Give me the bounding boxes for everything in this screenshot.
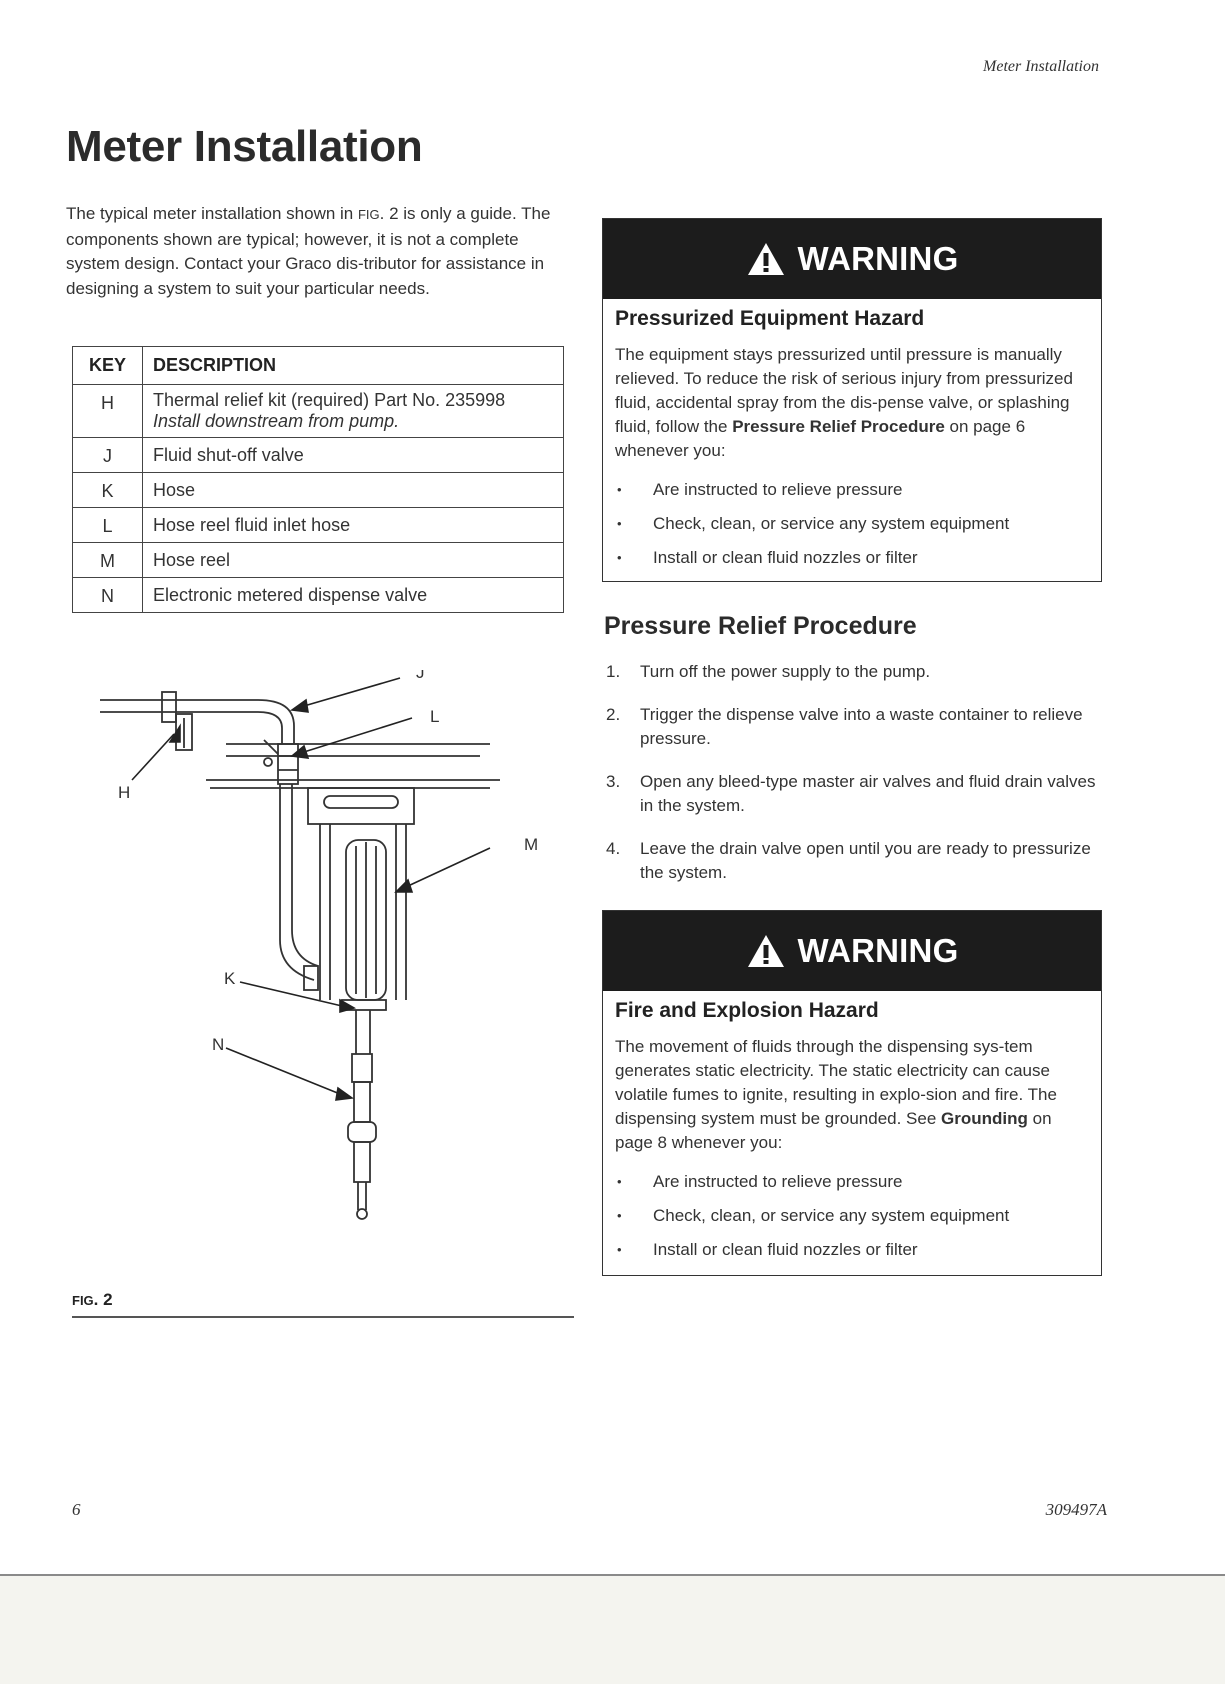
bullet-glyph: • [617,1242,622,1257]
document-number: 309497A [1045,1500,1107,1519]
leader-h [132,734,174,780]
table-cell-description: Hose reel [143,543,564,578]
dispense-valve-handle [348,1122,376,1142]
intro-fig-ref: FIG [357,207,380,222]
bullet-glyph: • [617,482,622,497]
warning-header [603,219,1101,299]
callout-label-n: N [212,1035,225,1054]
elbow-outer [258,700,294,744]
key-table-header-row [73,347,564,385]
list-item-text: Install or clean fluid nozzles or filter [653,1240,918,1259]
warning-body-text [615,1035,1089,1155]
intro-text-before: The typical meter installation shown in [66,204,358,223]
scan-bottom-margin [0,1574,1225,1684]
shutoff-valve-body [278,744,298,784]
list-item [615,507,1089,541]
installation-drawing [90,670,560,1290]
list-item-text: Are instructed to relieve pressure [653,480,903,499]
pressure-relief-procedure-ref: Pressure Relief Procedure [732,417,945,436]
table-row [73,543,564,578]
warning-box-fire [602,910,1102,1276]
leader-n [226,1048,340,1094]
bullet-glyph: • [617,1208,622,1223]
arrowhead-m [396,880,412,892]
table-cell-description: Electronic metered dispense valve [143,578,564,613]
warning-subtitle: Fire and Explosion Hazard [615,999,879,1022]
table-cell-key: M [73,543,143,578]
hose-coupling [352,1054,372,1082]
bullet-glyph: • [617,550,622,565]
procedure-steps [604,660,1104,904]
elbow-inner [258,712,282,744]
intro-paragraph [66,202,566,301]
tee-fitting [162,692,176,722]
intro-text-after: . 2 is only a guide. The components shown are typical; however, it is not a complete system design. Contact your Graco dis-tributor for assistance in designing a system to suit your particular needs. [66,204,551,298]
step-number: 3. [606,772,621,791]
page-number: 6 [72,1500,81,1519]
shutoff-valve-handle [264,740,278,754]
warning-triangle-icon [746,933,786,969]
table-cell-key: N [73,578,143,613]
list-item-text: Install or clean fluid nozzles or filter [653,548,918,567]
callout-label-h: H [118,783,131,802]
bullet-glyph: • [617,1174,622,1189]
page-title: Meter Installation [66,122,423,171]
warning-bullet-list [615,473,1089,575]
key-table [72,346,564,613]
bullet-glyph: • [617,516,622,531]
warning-box-pressurized [602,218,1102,582]
step-number: 1. [606,662,621,681]
list-item-text: Check, clean, or service any system equipment [653,1206,1010,1225]
table-cell-key: K [73,473,143,508]
key-column-header: KEY [73,347,143,385]
callout-label-l: L [430,707,440,726]
table-cell-key: H [73,385,143,438]
procedure-step [604,660,1104,684]
description-column-header: DESCRIPTION [143,347,564,385]
nozzle-tip [357,1209,367,1219]
list-item-text: Check, clean, or service any system equipment [653,514,1010,533]
description-note: Install downstream from pump. [153,411,400,431]
table-cell-key: L [73,508,143,543]
installation-diagram [90,670,560,1290]
step-text: Trigger the dispense valve into a waste container to relieve pressure. [640,705,1083,748]
callout-label-j: J [416,670,425,682]
arrowhead-j [292,700,308,712]
list-item-text: Are instructed to relieve pressure [653,1172,903,1191]
table-cell-description: Fluid shut-off valve [143,438,564,473]
step-number: 2. [606,705,621,724]
list-item [615,541,1089,575]
step-text: Open any bleed-type master air valves and fluid drain valves in the system. [640,772,1096,815]
running-header: Meter Installation [983,58,1099,75]
warning-bullet-list [615,1165,1089,1267]
callout-label-m: M [524,835,539,854]
table-row [73,438,564,473]
figure-caption-prefix: FIG [72,1293,94,1308]
table-cell-description [143,385,564,438]
figure-divider [72,1316,574,1318]
reel-mounting-plate [308,788,414,824]
warning-text-after: on page 6 whenever you: [615,417,1026,460]
warning-text-after: on page 8 whenever you: [615,1109,1052,1152]
step-text: Leave the drain valve open until you are ready to pressurize the system. [640,839,1091,882]
warning-text-before: The movement of fluids through the dispensing sys-tem generates static electricity. The static electricity can cause volatile fumes to ignite, resulting in explo-sion and fire. The dispensing system must be grounded. See [615,1037,1057,1128]
callout-label-k: K [224,969,236,988]
list-item [615,1199,1089,1233]
arrowhead-l [292,746,308,758]
table-row [73,578,564,613]
list-item [615,1233,1089,1267]
inlet-hose-bend-inner [292,930,318,966]
warning-text-before: The equipment stays pressurized until pressure is manually relieved. To reduce the risk of serious injury from pressurized fluid, accidental spray from the dis-pense valve, or splashing fluid, follow the [615,345,1073,436]
grounding-ref: Grounding [941,1109,1028,1128]
description-text: Thermal relief kit (required) Part No. 235998 [153,390,506,410]
procedure-step [604,837,1104,885]
procedure-title: Pressure Relief Procedure [604,612,917,640]
arrowhead-h [170,726,180,742]
inlet-hose-bend-outer [280,940,314,980]
table-cell-description: Hose [143,473,564,508]
table-cell-key: J [73,438,143,473]
warning-triangle-icon [746,241,786,277]
leader-l [304,718,412,752]
step-number: 4. [606,839,621,858]
leader-k [240,982,342,1006]
procedure-step [604,703,1104,751]
list-item [615,1165,1089,1199]
warning-header [603,911,1101,991]
figure-caption-number: . 2 [93,1290,113,1309]
warning-header-label: WARNING [797,240,959,277]
table-row [73,473,564,508]
warning-subtitle: Pressurized Equipment Hazard [615,307,925,330]
dispense-valve-body [354,1142,370,1182]
list-item [615,473,1089,507]
table-row [73,508,564,543]
step-text: Turn off the power supply to the pump. [640,662,931,681]
leader-m [408,848,490,886]
leader-j [304,678,400,706]
meter-body [354,1082,370,1122]
arrowhead-n [336,1088,352,1100]
table-row [73,385,564,438]
warning-header-label: WARNING [797,932,959,969]
procedure-step [604,770,1104,818]
warning-body-text [615,343,1089,463]
table-cell-description: Hose reel fluid inlet hose [143,508,564,543]
figure-caption [72,1290,113,1310]
